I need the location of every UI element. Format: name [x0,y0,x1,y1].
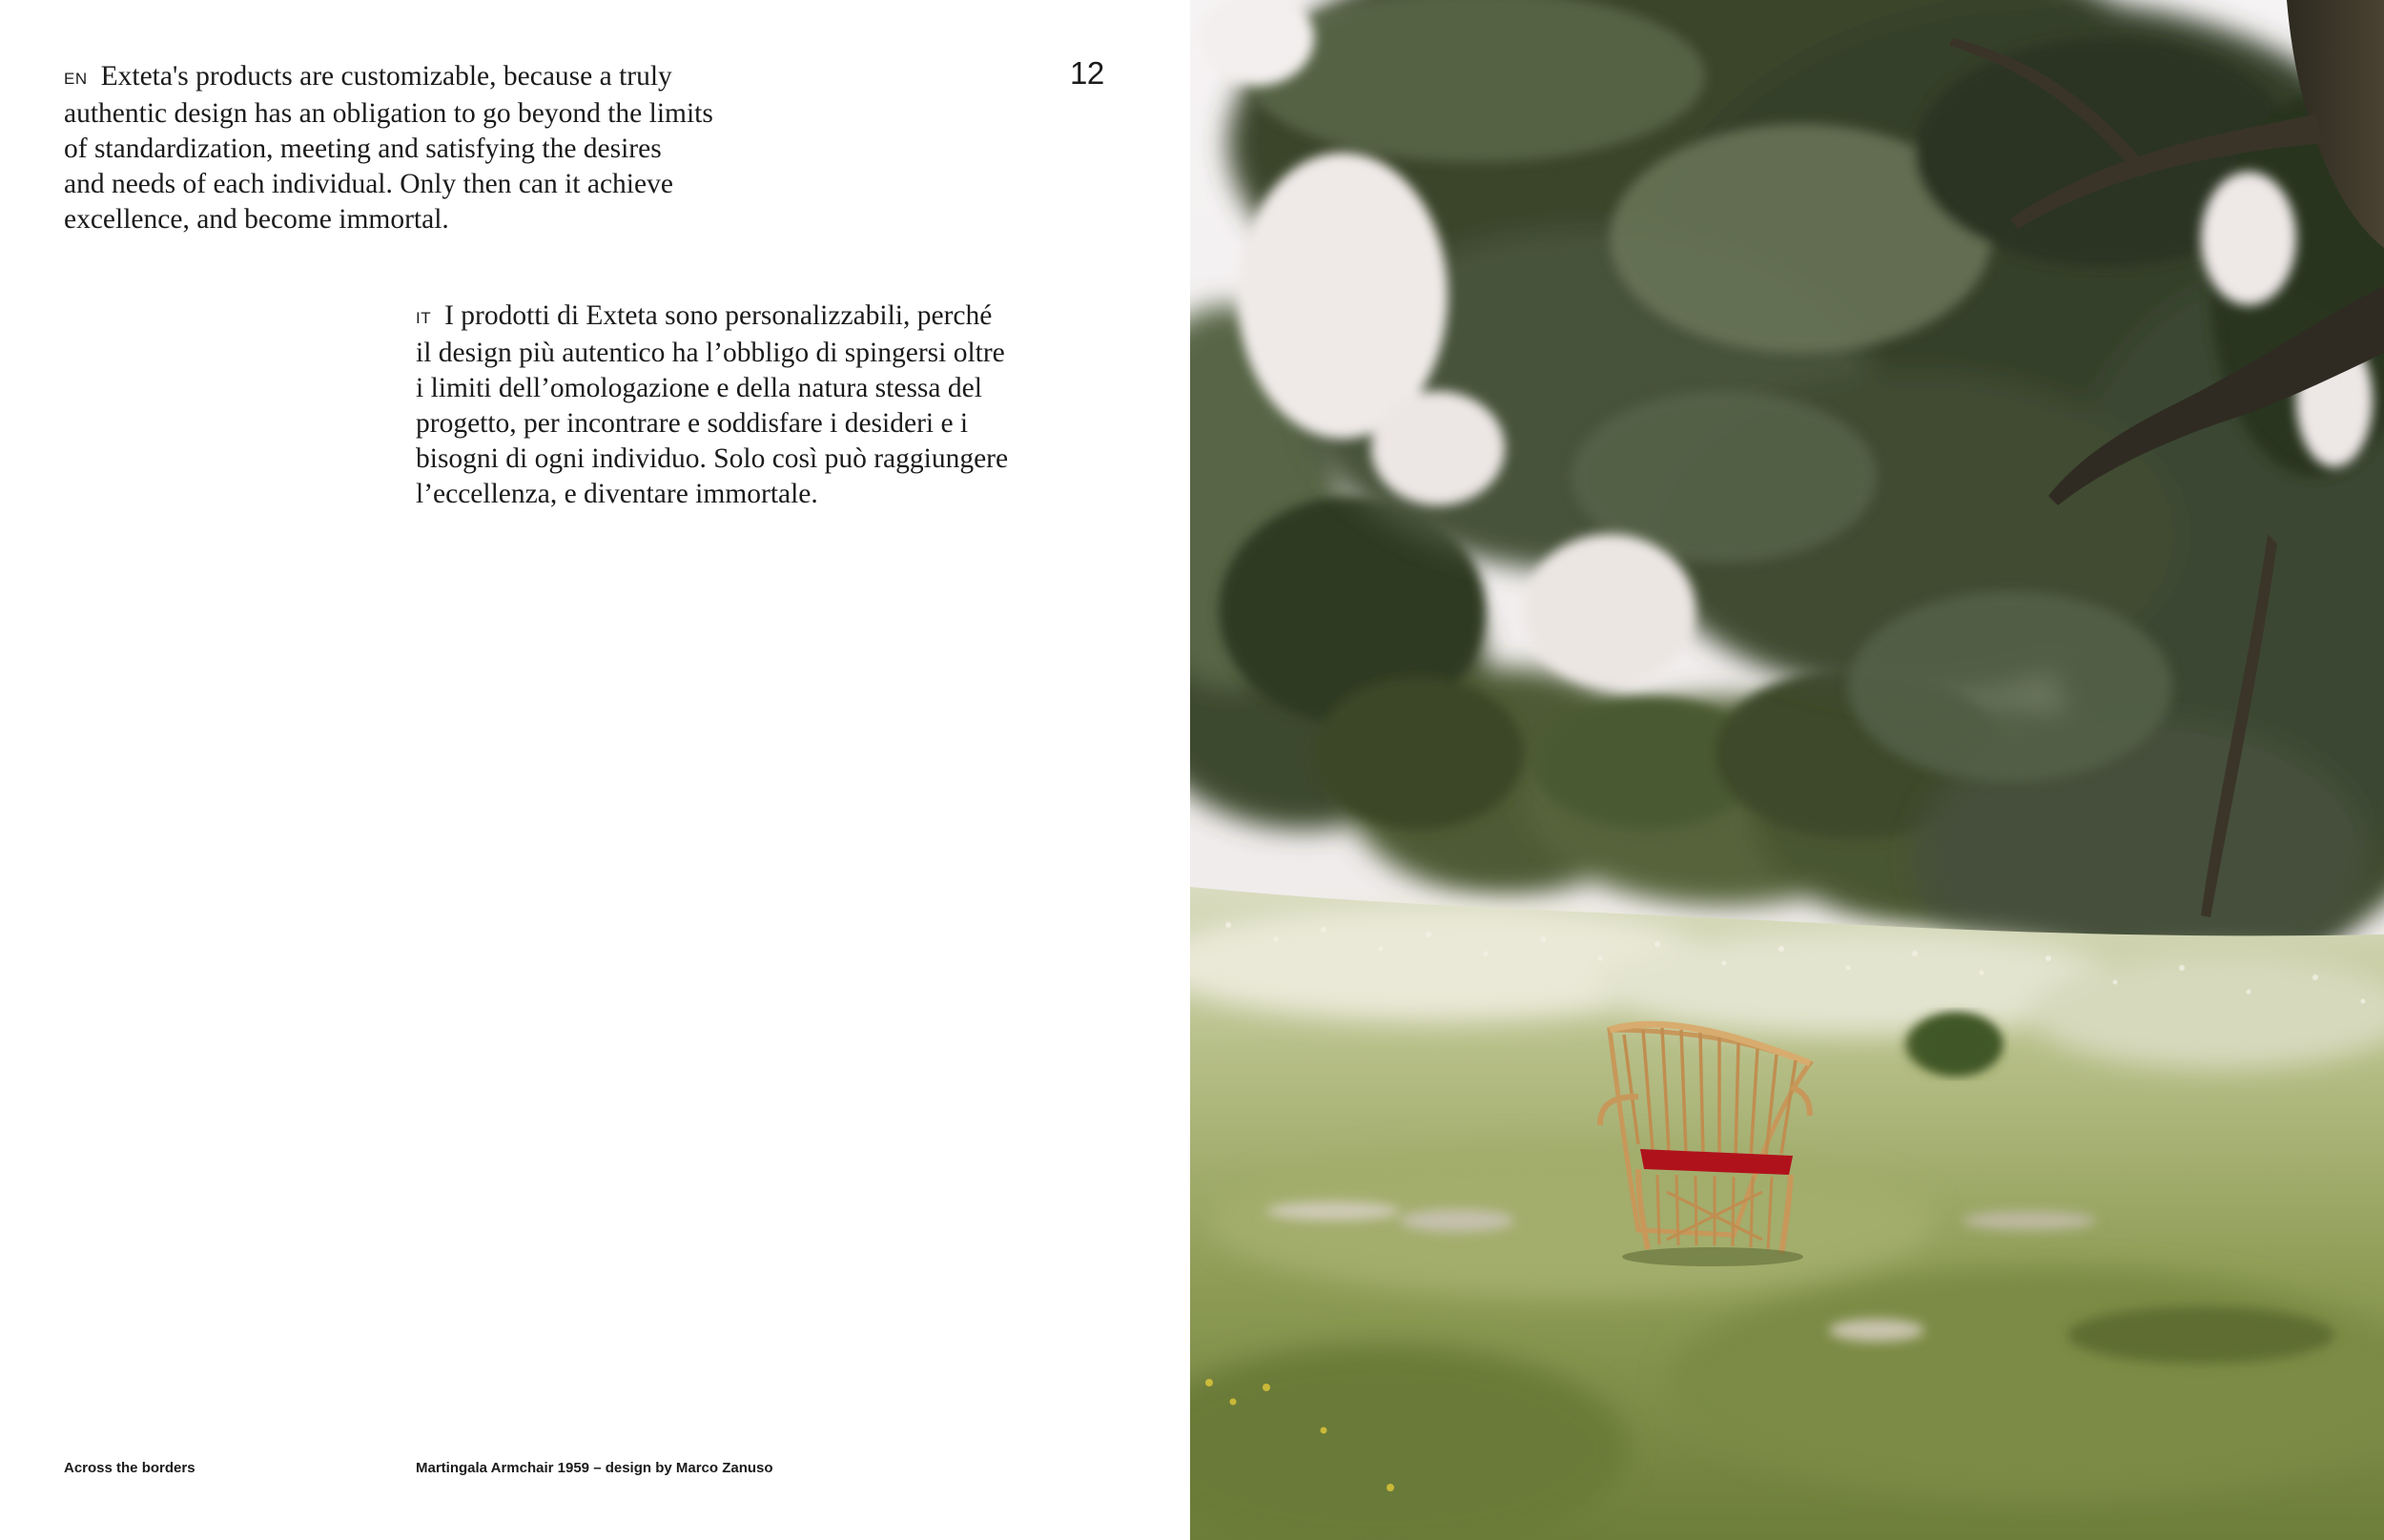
page-number: 12 [1070,55,1104,91]
italian-line-1: IT I prodotti di Exteta sono personalizzabili, perché [416,300,993,331]
left-page [0,0,1190,1540]
italian-line-2: il design più autentico ha l’obbligo di spingersi oltre [416,338,1005,368]
english-line-2: authentic design has an obligation to go beyond the limits [64,98,713,129]
italian-line-5: bisogni di ogni individuo. Solo così può raggiungere [416,443,1009,474]
english-line-3: of standardization, meeting and satisfying the desires [64,133,662,164]
english-paragraph [64,59,789,237]
italian-line-3: i limiti dell’omologazione e della natura stessa del [416,373,982,403]
english-language-tag: EN [64,70,88,88]
italian-line-4: progetto, per incontrare e soddisfare i desideri e i [416,408,969,439]
photo-caption: Martingala Armchair 1959 – design by Marco Zanuso [416,1460,773,1476]
english-line-5: excellence, and become immortal. [64,204,449,235]
armchair-in-meadow-photo [1190,0,2384,1540]
english-line-4: and needs of each individual. Only then can it achieve [64,169,673,199]
italian-paragraph [416,298,1074,512]
italian-language-tag: IT [416,309,432,327]
italian-line-6: l’eccellenza, e diventare immortale. [416,479,818,509]
english-line-1: EN Exteta's products are customizable, because a truly [64,61,672,92]
section-title: Across the borders [64,1460,195,1476]
right-page-photo [1190,0,2384,1540]
